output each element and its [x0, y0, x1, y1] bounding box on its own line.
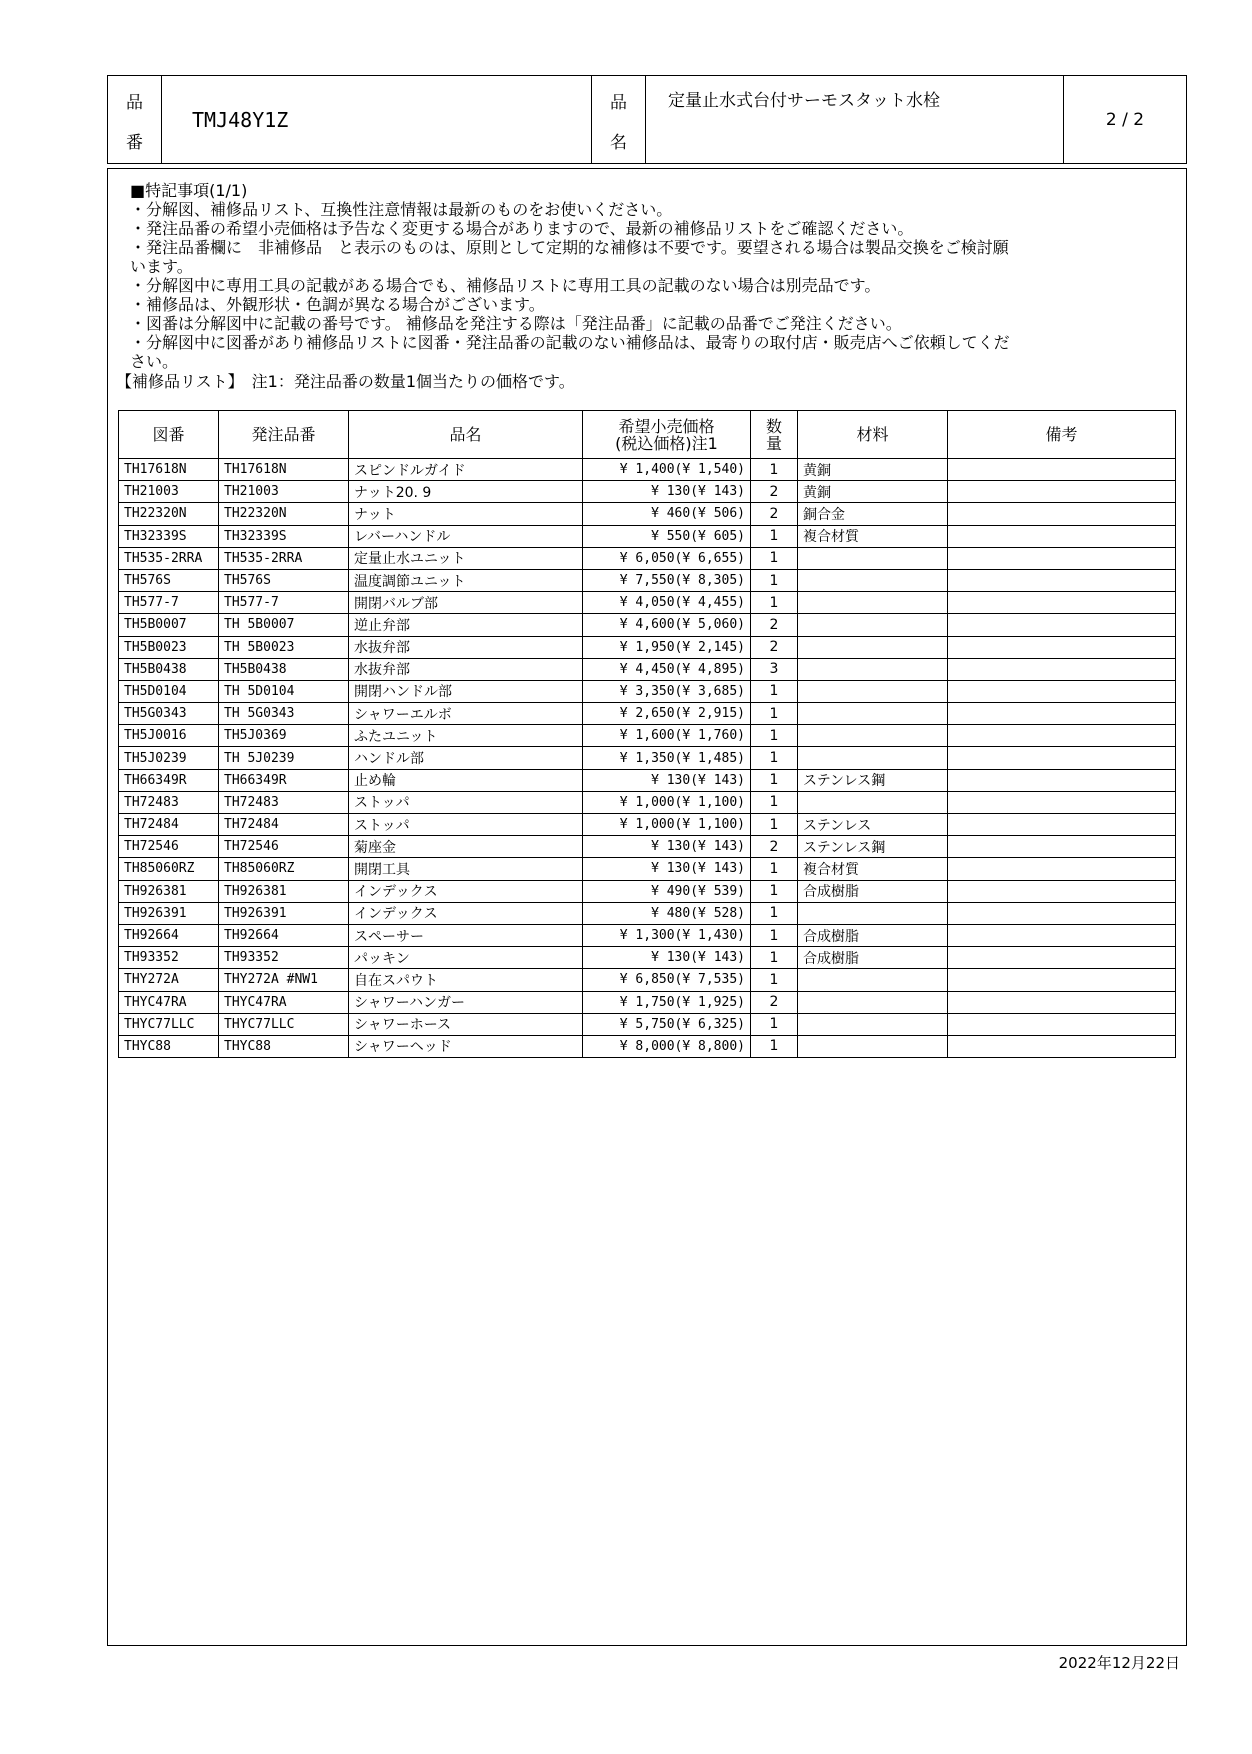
cell-qty: 1 — [751, 547, 798, 569]
cell-order-no: TH 5G0343 — [219, 703, 349, 725]
table-row — [119, 614, 1176, 636]
table-row — [119, 1035, 1176, 1057]
cell-name: 水抜弁部 — [349, 636, 583, 658]
cell-name: スペーサー — [349, 924, 583, 946]
col-header-material: 材料 — [798, 411, 948, 459]
cell-name: シャワーハンガー — [349, 991, 583, 1013]
cell-zuban: TH5B0438 — [119, 658, 219, 680]
cell-order-no: THY272A #NW1 — [219, 969, 349, 991]
cell-remarks — [948, 680, 1176, 702]
cell-qty: 1 — [751, 1035, 798, 1057]
table-row — [119, 459, 1176, 481]
cell-material — [798, 636, 948, 658]
cell-remarks — [948, 1013, 1176, 1035]
col-header-qty-line1: 数 — [765, 416, 782, 436]
cell-remarks — [948, 791, 1176, 813]
table-row — [119, 703, 1176, 725]
cell-order-no: TH92664 — [219, 924, 349, 946]
cell-name: 温度調節ユニット — [349, 569, 583, 591]
cell-name: 開閉ハンドル部 — [349, 680, 583, 702]
table-row — [119, 680, 1176, 702]
col-header-price-line2: (税込価格)注1 — [615, 433, 718, 453]
table-row — [119, 481, 1176, 503]
cell-name: ナット — [349, 503, 583, 525]
cell-zuban: TH72546 — [119, 836, 219, 858]
parts-table — [118, 410, 1176, 1058]
cell-name: インデックス — [349, 880, 583, 902]
cell-order-no: TH5B0438 — [219, 658, 349, 680]
cell-zuban: TH92664 — [119, 924, 219, 946]
cell-qty: 1 — [751, 947, 798, 969]
cell-price: ¥ 1,950(¥ 2,145) — [583, 636, 751, 658]
col-header-zuban: 図番 — [119, 411, 219, 459]
table-row — [119, 969, 1176, 991]
cell-name: 水抜弁部 — [349, 658, 583, 680]
col-header-qty-line2: 量 — [765, 433, 782, 453]
cell-order-no: TH 5B0007 — [219, 614, 349, 636]
col-header-price-line1: 希望小売価格 — [618, 416, 715, 436]
cell-price: ¥ 4,050(¥ 4,455) — [583, 592, 751, 614]
cell-material: ステンレス — [798, 814, 948, 836]
cell-price: ¥ 8,000(¥ 8,800) — [583, 1035, 751, 1057]
cell-remarks — [948, 880, 1176, 902]
table-row — [119, 791, 1176, 813]
cell-material: 複合材質 — [798, 858, 948, 880]
cell-remarks — [948, 636, 1176, 658]
cell-name: ストッパ — [349, 791, 583, 813]
cell-name: ふたユニット — [349, 725, 583, 747]
cell-name: スピンドルガイド — [349, 459, 583, 481]
table-row — [119, 747, 1176, 769]
cell-zuban: TH17618N — [119, 459, 219, 481]
hinban-label — [108, 76, 162, 163]
cell-price: ¥ 550(¥ 605) — [583, 525, 751, 547]
cell-order-no: TH577-7 — [219, 592, 349, 614]
cell-remarks — [948, 525, 1176, 547]
notes-line: ・分解図中に専用工具の記載がある場合でも、補修品リストに専用工具の記載のない場合は別売品です。 — [130, 276, 881, 295]
cell-zuban: THYC88 — [119, 1035, 219, 1057]
issue-date: 2022年12月22日 — [1058, 1654, 1180, 1672]
cell-material — [798, 569, 948, 591]
cell-name: 定量止水ユニット — [349, 547, 583, 569]
table-row — [119, 814, 1176, 836]
cell-price: ¥ 1,350(¥ 1,485) — [583, 747, 751, 769]
cell-qty: 1 — [751, 902, 798, 924]
cell-material: 黄銅 — [798, 459, 948, 481]
product-name: 定量止水式台付サーモスタット水栓 — [646, 76, 1064, 163]
cell-price: ¥ 130(¥ 143) — [583, 836, 751, 858]
cell-zuban: TH5J0239 — [119, 747, 219, 769]
cell-name: ハンドル部 — [349, 747, 583, 769]
cell-remarks — [948, 614, 1176, 636]
cell-material: 合成樹脂 — [798, 880, 948, 902]
cell-zuban: TH85060RZ — [119, 858, 219, 880]
col-header-order-no: 発注品番 — [219, 411, 349, 459]
cell-material — [798, 1035, 948, 1057]
cell-remarks — [948, 747, 1176, 769]
notes-line: ・分解図中に図番があり補修品リストに図番・発注品番の記載のない補修品は、最寄りの取付店・販売店へご依頼してくだ — [130, 333, 1010, 352]
cell-material — [798, 658, 948, 680]
cell-zuban: TH5B0007 — [119, 614, 219, 636]
cell-zuban: TH926391 — [119, 902, 219, 924]
cell-order-no: TH22320N — [219, 503, 349, 525]
cell-order-no: THYC77LLC — [219, 1013, 349, 1035]
cell-remarks — [948, 947, 1176, 969]
cell-remarks — [948, 969, 1176, 991]
cell-material — [798, 725, 948, 747]
cell-qty: 1 — [751, 969, 798, 991]
cell-remarks — [948, 547, 1176, 569]
cell-remarks — [948, 924, 1176, 946]
cell-price: ¥ 130(¥ 143) — [583, 769, 751, 791]
cell-order-no: TH 5D0104 — [219, 680, 349, 702]
cell-name: ストッパ — [349, 814, 583, 836]
cell-zuban: TH66349R — [119, 769, 219, 791]
header-box — [107, 75, 1187, 164]
content-box — [107, 168, 1187, 1646]
cell-material — [798, 1013, 948, 1035]
cell-order-no: TH72484 — [219, 814, 349, 836]
cell-price: ¥ 1,000(¥ 1,100) — [583, 791, 751, 813]
cell-material — [798, 547, 948, 569]
cell-price: ¥ 1,600(¥ 1,760) — [583, 725, 751, 747]
cell-order-no: THYC88 — [219, 1035, 349, 1057]
table-row — [119, 658, 1176, 680]
cell-name: パッキン — [349, 947, 583, 969]
parts-list-title: 【補修品リスト】 注1：発注品番の数量1個当たりの価格です。 — [116, 372, 575, 391]
notes-line: さい。 — [130, 352, 179, 371]
cell-qty: 1 — [751, 680, 798, 702]
cell-order-no: TH576S — [219, 569, 349, 591]
cell-zuban: TH5J0016 — [119, 725, 219, 747]
cell-name: シャワーホース — [349, 1013, 583, 1035]
cell-order-no: TH21003 — [219, 481, 349, 503]
cell-material — [798, 592, 948, 614]
cell-order-no: TH72483 — [219, 791, 349, 813]
cell-remarks — [948, 481, 1176, 503]
cell-qty: 1 — [751, 1013, 798, 1035]
col-header-name: 品名 — [349, 411, 583, 459]
cell-qty: 3 — [751, 658, 798, 680]
cell-qty: 1 — [751, 747, 798, 769]
cell-material — [798, 703, 948, 725]
cell-order-no: TH926391 — [219, 902, 349, 924]
cell-zuban: TH22320N — [119, 503, 219, 525]
cell-qty: 1 — [751, 569, 798, 591]
cell-qty: 1 — [751, 725, 798, 747]
cell-order-no: TH535-2RRA — [219, 547, 349, 569]
cell-name: 止め輪 — [349, 769, 583, 791]
cell-order-no: TH66349R — [219, 769, 349, 791]
cell-qty: 1 — [751, 525, 798, 547]
cell-qty: 1 — [751, 592, 798, 614]
cell-price: ¥ 480(¥ 528) — [583, 902, 751, 924]
cell-price: ¥ 6,050(¥ 6,655) — [583, 547, 751, 569]
cell-zuban: TH72483 — [119, 791, 219, 813]
col-header-remarks: 備考 — [948, 411, 1176, 459]
col-header-price — [583, 411, 751, 459]
table-row — [119, 991, 1176, 1013]
cell-price: ¥ 5,750(¥ 6,325) — [583, 1013, 751, 1035]
cell-price: ¥ 4,600(¥ 5,060) — [583, 614, 751, 636]
table-row — [119, 1013, 1176, 1035]
notes-line: ・図番は分解図中に記載の番号です。 補修品を発注する際は「発注品番」に記載の品番でご発注ください。 — [130, 314, 902, 333]
cell-zuban: TH5B0023 — [119, 636, 219, 658]
cell-name: 逆止弁部 — [349, 614, 583, 636]
cell-qty: 1 — [751, 858, 798, 880]
cell-order-no: TH85060RZ — [219, 858, 349, 880]
cell-order-no: TH5J0369 — [219, 725, 349, 747]
cell-material — [798, 680, 948, 702]
notes-line: ・発注品番の希望小売価格は予告なく変更する場合がありますので、最新の補修品リストをご確認ください。 — [130, 219, 914, 238]
cell-remarks — [948, 658, 1176, 680]
table-row — [119, 902, 1176, 924]
cell-order-no: TH 5B0023 — [219, 636, 349, 658]
cell-order-no: TH926381 — [219, 880, 349, 902]
notes-line: ・分解図、補修品リスト、互換性注意情報は最新のものをお使いください。 — [130, 200, 673, 219]
cell-price: ¥ 7,550(¥ 8,305) — [583, 569, 751, 591]
table-header-row — [119, 411, 1176, 459]
cell-price: ¥ 130(¥ 143) — [583, 858, 751, 880]
cell-material: 複合材質 — [798, 525, 948, 547]
cell-price: ¥ 130(¥ 143) — [583, 947, 751, 969]
table-row — [119, 592, 1176, 614]
col-header-qty — [751, 411, 798, 459]
cell-qty: 1 — [751, 880, 798, 902]
page-number: 2 / 2 — [1105, 109, 1145, 130]
cell-zuban: TH72484 — [119, 814, 219, 836]
cell-price: ¥ 1,400(¥ 1,540) — [583, 459, 751, 481]
table-row — [119, 924, 1176, 946]
cell-price: ¥ 1,750(¥ 1,925) — [583, 991, 751, 1013]
cell-material: 黄銅 — [798, 481, 948, 503]
notes-title: ■特記事項(1/1) — [130, 181, 248, 200]
table-row — [119, 769, 1176, 791]
cell-qty: 1 — [751, 791, 798, 813]
cell-remarks — [948, 503, 1176, 525]
notes-line: います。 — [130, 257, 193, 276]
cell-material — [798, 747, 948, 769]
cell-qty: 1 — [751, 924, 798, 946]
cell-zuban: THYC77LLC — [119, 1013, 219, 1035]
cell-zuban: TH535-2RRA — [119, 547, 219, 569]
cell-qty: 2 — [751, 503, 798, 525]
cell-remarks — [948, 569, 1176, 591]
cell-zuban: THY272A — [119, 969, 219, 991]
hinban-label-1: 品 — [126, 93, 143, 113]
cell-material: 合成樹脂 — [798, 924, 948, 946]
cell-name: 開閉工具 — [349, 858, 583, 880]
hinmei-label — [592, 76, 646, 163]
cell-qty: 2 — [751, 614, 798, 636]
cell-name: 自在スパウト — [349, 969, 583, 991]
cell-price: ¥ 2,650(¥ 2,915) — [583, 703, 751, 725]
cell-order-no: TH93352 — [219, 947, 349, 969]
cell-order-no: TH32339S — [219, 525, 349, 547]
hinmei-label-1: 品 — [610, 93, 627, 113]
cell-name: シャワーヘッド — [349, 1035, 583, 1057]
cell-material — [798, 969, 948, 991]
cell-price: ¥ 3,350(¥ 3,685) — [583, 680, 751, 702]
cell-material: ステンレス鋼 — [798, 836, 948, 858]
cell-material — [798, 614, 948, 636]
cell-zuban: TH32339S — [119, 525, 219, 547]
cell-material: 合成樹脂 — [798, 947, 948, 969]
table-row — [119, 947, 1176, 969]
cell-order-no: TH17618N — [219, 459, 349, 481]
special-notes — [130, 181, 1180, 371]
cell-material: ステンレス鋼 — [798, 769, 948, 791]
cell-order-no: TH 5J0239 — [219, 747, 349, 769]
cell-zuban: TH21003 — [119, 481, 219, 503]
cell-remarks — [948, 725, 1176, 747]
cell-zuban: THYC47RA — [119, 991, 219, 1013]
cell-order-no: TH72546 — [219, 836, 349, 858]
cell-price: ¥ 130(¥ 143) — [583, 481, 751, 503]
cell-zuban: TH577-7 — [119, 592, 219, 614]
cell-material: 銅合金 — [798, 503, 948, 525]
cell-remarks — [948, 769, 1176, 791]
table-row — [119, 880, 1176, 902]
cell-order-no: THYC47RA — [219, 991, 349, 1013]
product-number: TMJ48Y1Z — [162, 76, 592, 163]
notes-line: ・発注品番欄に 非補修品 と表示のものは、原則として定期的な補修は不要です。要望される場合は製品交換をご検討願 — [130, 238, 1009, 257]
table-row — [119, 525, 1176, 547]
cell-remarks — [948, 459, 1176, 481]
cell-remarks — [948, 991, 1176, 1013]
cell-zuban: TH926381 — [119, 880, 219, 902]
cell-price: ¥ 490(¥ 539) — [583, 880, 751, 902]
cell-remarks — [948, 858, 1176, 880]
cell-qty: 2 — [751, 481, 798, 503]
cell-remarks — [948, 1035, 1176, 1057]
hinban-label-2: 番 — [126, 133, 143, 153]
cell-qty: 1 — [751, 459, 798, 481]
cell-qty: 2 — [751, 991, 798, 1013]
table-row — [119, 858, 1176, 880]
cell-price: ¥ 6,850(¥ 7,535) — [583, 969, 751, 991]
table-row — [119, 836, 1176, 858]
table-row — [119, 636, 1176, 658]
table-row — [119, 503, 1176, 525]
cell-remarks — [948, 836, 1176, 858]
cell-qty: 2 — [751, 836, 798, 858]
cell-qty: 1 — [751, 703, 798, 725]
table-row — [119, 725, 1176, 747]
cell-qty: 2 — [751, 636, 798, 658]
cell-zuban: TH576S — [119, 569, 219, 591]
cell-qty: 1 — [751, 814, 798, 836]
cell-zuban: TH5D0104 — [119, 680, 219, 702]
cell-remarks — [948, 592, 1176, 614]
cell-material — [798, 791, 948, 813]
cell-price: ¥ 1,000(¥ 1,100) — [583, 814, 751, 836]
notes-line: ・補修品は、外観形状・色調が異なる場合がございます。 — [130, 295, 545, 314]
hinmei-label-2: 名 — [610, 133, 627, 153]
cell-zuban: TH5G0343 — [119, 703, 219, 725]
cell-zuban: TH93352 — [119, 947, 219, 969]
cell-name: レバーハンドル — [349, 525, 583, 547]
cell-price: ¥ 1,300(¥ 1,430) — [583, 924, 751, 946]
cell-remarks — [948, 814, 1176, 836]
table-row — [119, 569, 1176, 591]
cell-remarks — [948, 902, 1176, 924]
cell-name: インデックス — [349, 902, 583, 924]
cell-material — [798, 902, 948, 924]
cell-price: ¥ 4,450(¥ 4,895) — [583, 658, 751, 680]
table-row — [119, 547, 1176, 569]
parts-table-body — [119, 459, 1176, 1058]
cell-name: 開閉バルブ部 — [349, 592, 583, 614]
cell-name: ナット20. 9 — [349, 481, 583, 503]
cell-price: ¥ 460(¥ 506) — [583, 503, 751, 525]
cell-material — [798, 991, 948, 1013]
cell-name: シャワーエルボ — [349, 703, 583, 725]
cell-qty: 1 — [751, 769, 798, 791]
cell-name: 菊座金 — [349, 836, 583, 858]
cell-remarks — [948, 703, 1176, 725]
